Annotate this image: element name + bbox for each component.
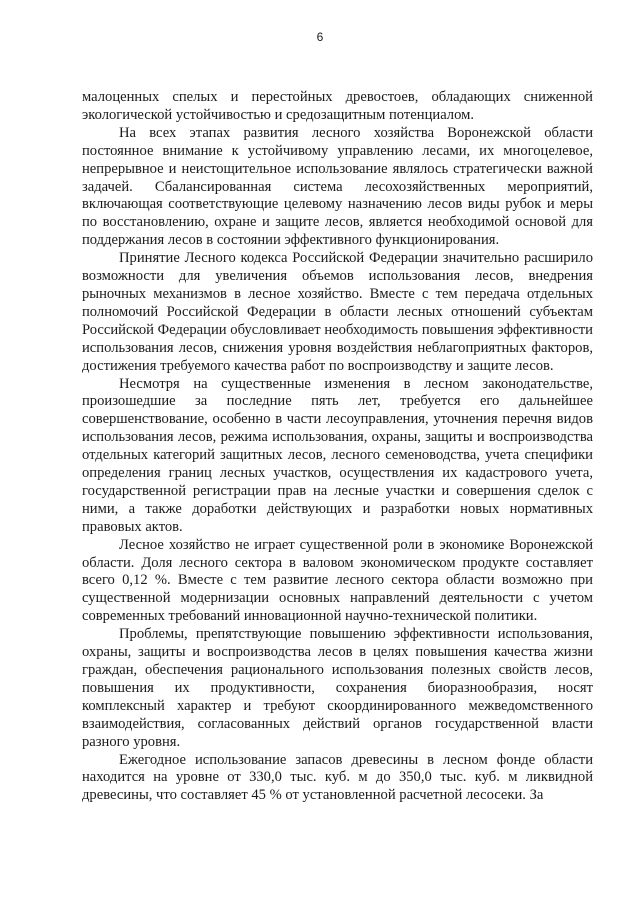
paragraph-problems: Проблемы, препятствующие повышению эффективности использования, охраны, защиты и воспроизводства лесов в целях повышения качества жизни граждан, обеспечения рационального использования полезных свойств лесов, повышения их продуктивности, сохранения биоразнообразия, носят комплексный характер и требуют скоординированного межведомственного взаимодействия, согласованных действий органов государственной власти разного уровня. — [82, 626, 593, 750]
paragraph-economy: Лесное хозяйство не играет существенной роли в экономике Воронежской области. Доля лесного сектора в валовом экономическом продукте составляет всего 0,12 %. Вместе с тем развитие лесного сектора области возможно при существенной модернизации основных направлений деятельности с учетом современных требований инновационной научно-технической политики. — [82, 536, 593, 625]
paragraph-forestry-management: На всех этапах развития лесного хозяйства Воронежской области постоянное внимание к устойчивому управлению лесами, их многоцелевое, непрерывное и неистощительное использование являлось стратегически важной задачей. Сбалансированная система лесохозяйственных мероприятий, включающая соответствующие целевому назначению лесов виды рубок и меры по восстановлению, охране и защите лесов, является необходимой основой для поддержания лесов в состоянии эффективного функционирования. — [82, 124, 593, 249]
paragraph-timber-usage: Ежегодное использование запасов древесины в лесном фонде области находится на уровне от 330,0 тыс. куб. м до 350,0 тыс. куб. м ликвидной древесины, что составляет 45 % от установленной расчетной лесосеки. За — [82, 751, 593, 804]
paragraph-forest-code: Принятие Лесного кодекса Российской Федерации значительно расширило возможности для увеличения объемов использования лесов, внедрения рыночных механизмов в лесное хозяйство. Вместе с тем передача отдельных полномочий Российской Федерации в области лесных отношений субъектам Российской Федерации обусловливает необходимость повышения эффективности использования лесов, снижения уровня воздействия неблагоприятных факторов, достижения требуемого качества работ по воспроизводству и защите лесов. — [82, 250, 593, 374]
page-number: 6 — [316, 30, 324, 44]
paragraph-legislation: Несмотря на существенные изменения в лесном законодательстве, произошедшие за последние пять лет, требуется его дальнейшее совершенствование, особенно в части лесоуправления, уточнения перечня видов использования лесов, режима использования, охраны, защиты и воспроизводства отдельных категорий защитных лесов, лесного семеноводства, учета специфики определения границ лесных участков, осуществления их кадастрового учета, государственной регистрации прав на лесные участки и совершения сделок с ними, а также доработки действующих и разработки новых нормативных правовых актов. — [82, 375, 593, 535]
paragraph-continuation: малоценных спелых и перестойных древостоев, обладающих сниженной экологической устойчивостью и средозащитным потенциалом. — [82, 89, 593, 123]
document-body — [82, 89, 593, 805]
